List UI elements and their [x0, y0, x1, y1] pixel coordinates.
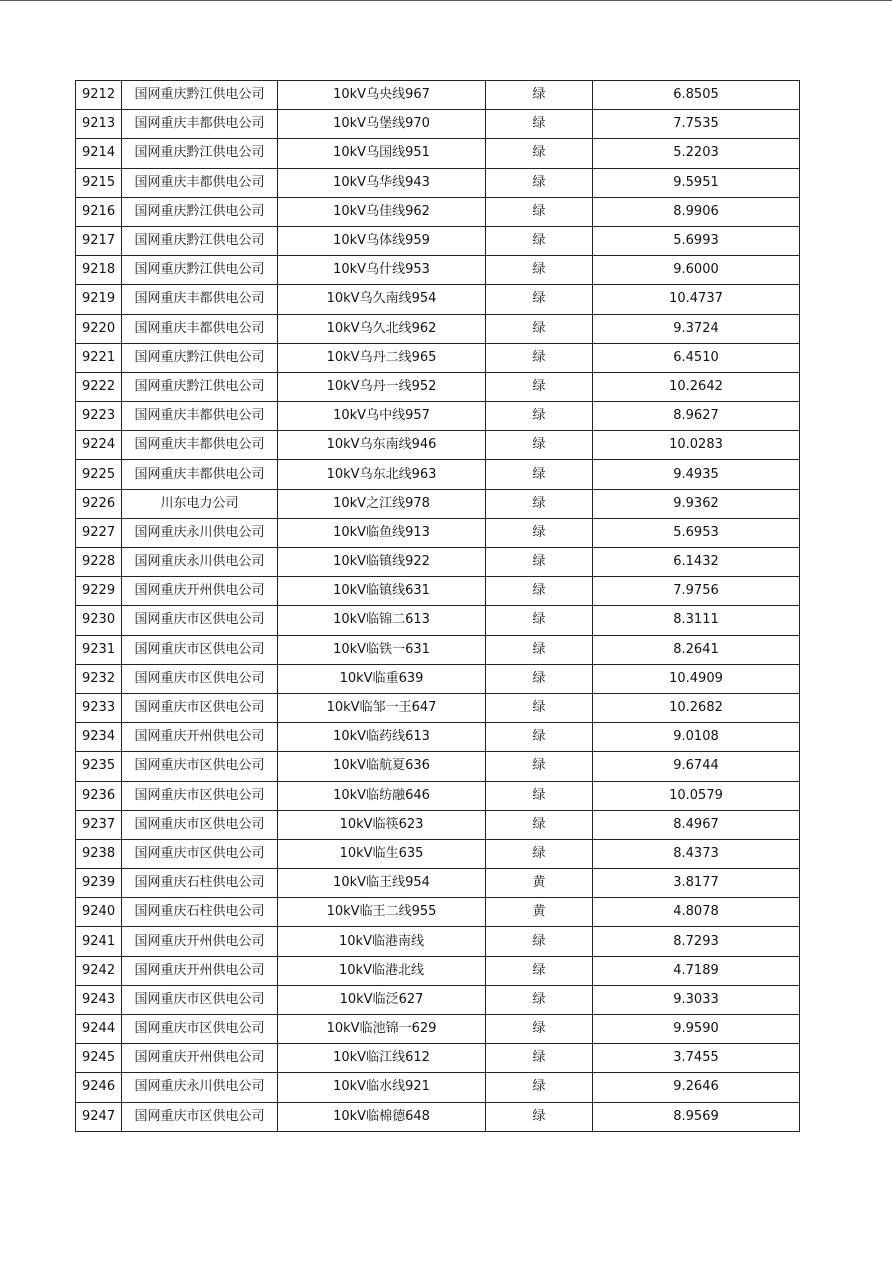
row-id-cell: 9226 [76, 489, 122, 518]
company-cell: 国网重庆市区供电公司 [122, 635, 278, 664]
line-name-cell: 10kV临鱼线913 [278, 518, 486, 547]
row-id-cell: 9240 [76, 898, 122, 927]
status-cell: 绿 [486, 110, 593, 139]
company-cell: 国网重庆市区供电公司 [122, 810, 278, 839]
line-name-cell: 10kV临江线612 [278, 1044, 486, 1073]
value-cell: 3.7455 [593, 1044, 800, 1073]
row-id-cell: 9218 [76, 256, 122, 285]
value-cell: 5.2203 [593, 139, 800, 168]
table-row [76, 781, 800, 810]
table-row [76, 256, 800, 285]
row-id-cell: 9247 [76, 1102, 122, 1131]
status-cell: 绿 [486, 343, 593, 372]
row-id-cell: 9239 [76, 869, 122, 898]
value-cell: 10.4737 [593, 285, 800, 314]
status-cell: 绿 [486, 314, 593, 343]
table-row [76, 956, 800, 985]
value-cell: 7.9756 [593, 577, 800, 606]
line-name-cell: 10kV临王二线955 [278, 898, 486, 927]
value-cell: 8.4373 [593, 839, 800, 868]
company-cell: 国网重庆永川供电公司 [122, 518, 278, 547]
company-cell: 国网重庆黔江供电公司 [122, 226, 278, 255]
line-name-cell: 10kV临镇线631 [278, 577, 486, 606]
company-cell: 国网重庆丰都供电公司 [122, 285, 278, 314]
row-id-cell: 9212 [76, 81, 122, 110]
status-cell: 黄 [486, 898, 593, 927]
value-cell: 9.3033 [593, 985, 800, 1014]
value-cell: 8.4967 [593, 810, 800, 839]
line-name-cell: 10kV临棉德648 [278, 1102, 486, 1131]
table-row [76, 402, 800, 431]
line-name-cell: 10kV临筷623 [278, 810, 486, 839]
value-cell: 9.9590 [593, 1015, 800, 1044]
company-cell: 川东电力公司 [122, 489, 278, 518]
line-name-cell: 10kV临水线921 [278, 1073, 486, 1102]
row-id-cell: 9246 [76, 1073, 122, 1102]
table-row [76, 81, 800, 110]
row-id-cell: 9213 [76, 110, 122, 139]
page-top-border [0, 0, 892, 1]
row-id-cell: 9215 [76, 168, 122, 197]
status-cell: 绿 [486, 1073, 593, 1102]
row-id-cell: 9244 [76, 1015, 122, 1044]
line-name-cell: 10kV临药线613 [278, 723, 486, 752]
status-cell: 绿 [486, 518, 593, 547]
table-row [76, 839, 800, 868]
table-row [76, 110, 800, 139]
line-name-cell: 10kV乌堡线970 [278, 110, 486, 139]
line-data-table [75, 80, 800, 1132]
company-cell: 国网重庆开州供电公司 [122, 577, 278, 606]
table-row [76, 285, 800, 314]
table-row [76, 431, 800, 460]
status-cell: 绿 [486, 197, 593, 226]
value-cell: 6.8505 [593, 81, 800, 110]
company-cell: 国网重庆永川供电公司 [122, 548, 278, 577]
company-cell: 国网重庆市区供电公司 [122, 985, 278, 1014]
table-row [76, 927, 800, 956]
line-name-cell: 10kV乌体线959 [278, 226, 486, 255]
status-cell: 绿 [486, 693, 593, 722]
company-cell: 国网重庆市区供电公司 [122, 664, 278, 693]
table-row [76, 372, 800, 401]
status-cell: 黄 [486, 869, 593, 898]
row-id-cell: 9245 [76, 1044, 122, 1073]
row-id-cell: 9238 [76, 839, 122, 868]
value-cell: 9.6744 [593, 752, 800, 781]
line-name-cell: 10kV乌丹一线952 [278, 372, 486, 401]
company-cell: 国网重庆黔江供电公司 [122, 81, 278, 110]
line-name-cell: 10kV临重639 [278, 664, 486, 693]
table-row [76, 489, 800, 518]
line-name-cell: 10kV临生635 [278, 839, 486, 868]
company-cell: 国网重庆黔江供电公司 [122, 139, 278, 168]
value-cell: 9.0108 [593, 723, 800, 752]
line-name-cell: 10kV乌佳线962 [278, 197, 486, 226]
status-cell: 绿 [486, 548, 593, 577]
row-id-cell: 9233 [76, 693, 122, 722]
status-cell: 绿 [486, 1015, 593, 1044]
company-cell: 国网重庆石柱供电公司 [122, 898, 278, 927]
line-name-cell: 10kV临锦二613 [278, 606, 486, 635]
value-cell: 4.8078 [593, 898, 800, 927]
value-cell: 10.2642 [593, 372, 800, 401]
table-row [76, 1073, 800, 1102]
value-cell: 10.0283 [593, 431, 800, 460]
row-id-cell: 9222 [76, 372, 122, 401]
row-id-cell: 9243 [76, 985, 122, 1014]
company-cell: 国网重庆开州供电公司 [122, 956, 278, 985]
table-row [76, 460, 800, 489]
status-cell: 绿 [486, 285, 593, 314]
company-cell: 国网重庆丰都供电公司 [122, 110, 278, 139]
table-row [76, 343, 800, 372]
table-row [76, 606, 800, 635]
table-row [76, 898, 800, 927]
row-id-cell: 9223 [76, 402, 122, 431]
table-row [76, 869, 800, 898]
value-cell: 8.9906 [593, 197, 800, 226]
value-cell: 10.2682 [593, 693, 800, 722]
table-row [76, 723, 800, 752]
status-cell: 绿 [486, 927, 593, 956]
company-cell: 国网重庆永川供电公司 [122, 1073, 278, 1102]
table-row [76, 577, 800, 606]
company-cell: 国网重庆丰都供电公司 [122, 402, 278, 431]
line-name-cell: 10kV临港南线 [278, 927, 486, 956]
company-cell: 国网重庆黔江供电公司 [122, 197, 278, 226]
table-row [76, 1102, 800, 1131]
status-cell: 绿 [486, 402, 593, 431]
company-cell: 国网重庆市区供电公司 [122, 1015, 278, 1044]
status-cell: 绿 [486, 577, 593, 606]
line-name-cell: 10kV临王线954 [278, 869, 486, 898]
company-cell: 国网重庆丰都供电公司 [122, 460, 278, 489]
line-name-cell: 10kV乌久南线954 [278, 285, 486, 314]
company-cell: 国网重庆黔江供电公司 [122, 256, 278, 285]
value-cell: 3.8177 [593, 869, 800, 898]
table-row [76, 664, 800, 693]
status-cell: 绿 [486, 139, 593, 168]
status-cell: 绿 [486, 81, 593, 110]
table-row [76, 197, 800, 226]
row-id-cell: 9217 [76, 226, 122, 255]
line-name-cell: 10kV乌丹二线965 [278, 343, 486, 372]
line-name-cell: 10kV乌东北线963 [278, 460, 486, 489]
value-cell: 9.9362 [593, 489, 800, 518]
status-cell: 绿 [486, 606, 593, 635]
table-row [76, 810, 800, 839]
line-name-cell: 10kV乌中线957 [278, 402, 486, 431]
company-cell: 国网重庆市区供电公司 [122, 752, 278, 781]
status-cell: 绿 [486, 256, 593, 285]
row-id-cell: 9231 [76, 635, 122, 664]
value-cell: 5.6953 [593, 518, 800, 547]
table-body [76, 81, 800, 1132]
status-cell: 绿 [486, 956, 593, 985]
company-cell: 国网重庆丰都供电公司 [122, 431, 278, 460]
line-name-cell: 10kV之江线978 [278, 489, 486, 518]
row-id-cell: 9241 [76, 927, 122, 956]
value-cell: 10.0579 [593, 781, 800, 810]
row-id-cell: 9229 [76, 577, 122, 606]
table-row [76, 314, 800, 343]
row-id-cell: 9232 [76, 664, 122, 693]
line-name-cell: 10kV临镇线922 [278, 548, 486, 577]
value-cell: 9.3724 [593, 314, 800, 343]
line-name-cell: 10kV乌久北线962 [278, 314, 486, 343]
status-cell: 绿 [486, 810, 593, 839]
company-cell: 国网重庆市区供电公司 [122, 839, 278, 868]
status-cell: 绿 [486, 1102, 593, 1131]
status-cell: 绿 [486, 723, 593, 752]
row-id-cell: 9230 [76, 606, 122, 635]
line-name-cell: 10kV临泛627 [278, 985, 486, 1014]
table-row [76, 752, 800, 781]
row-id-cell: 9225 [76, 460, 122, 489]
row-id-cell: 9219 [76, 285, 122, 314]
table-row [76, 226, 800, 255]
company-cell: 国网重庆市区供电公司 [122, 781, 278, 810]
value-cell: 4.7189 [593, 956, 800, 985]
row-id-cell: 9221 [76, 343, 122, 372]
company-cell: 国网重庆黔江供电公司 [122, 343, 278, 372]
value-cell: 9.5951 [593, 168, 800, 197]
value-cell: 8.9627 [593, 402, 800, 431]
row-id-cell: 9234 [76, 723, 122, 752]
line-name-cell: 10kV乌东南线946 [278, 431, 486, 460]
company-cell: 国网重庆石柱供电公司 [122, 869, 278, 898]
table-row [76, 1015, 800, 1044]
value-cell: 7.7535 [593, 110, 800, 139]
company-cell: 国网重庆黔江供电公司 [122, 372, 278, 401]
row-id-cell: 9227 [76, 518, 122, 547]
status-cell: 绿 [486, 168, 593, 197]
company-cell: 国网重庆开州供电公司 [122, 723, 278, 752]
line-name-cell: 10kV乌国线951 [278, 139, 486, 168]
value-cell: 8.2641 [593, 635, 800, 664]
line-name-cell: 10kV临铁一631 [278, 635, 486, 664]
row-id-cell: 9216 [76, 197, 122, 226]
value-cell: 6.1432 [593, 548, 800, 577]
value-cell: 9.6000 [593, 256, 800, 285]
table-row [76, 985, 800, 1014]
status-cell: 绿 [486, 489, 593, 518]
row-id-cell: 9237 [76, 810, 122, 839]
status-cell: 绿 [486, 1044, 593, 1073]
table-row [76, 1044, 800, 1073]
table-row [76, 693, 800, 722]
value-cell: 9.2646 [593, 1073, 800, 1102]
line-name-cell: 10kV临池锦一629 [278, 1015, 486, 1044]
table-row [76, 548, 800, 577]
row-id-cell: 9214 [76, 139, 122, 168]
company-cell: 国网重庆丰都供电公司 [122, 314, 278, 343]
status-cell: 绿 [486, 635, 593, 664]
company-cell: 国网重庆市区供电公司 [122, 693, 278, 722]
line-name-cell: 10kV临港北线 [278, 956, 486, 985]
line-name-cell: 10kV乌央线967 [278, 81, 486, 110]
status-cell: 绿 [486, 781, 593, 810]
value-cell: 6.4510 [593, 343, 800, 372]
status-cell: 绿 [486, 460, 593, 489]
company-cell: 国网重庆市区供电公司 [122, 606, 278, 635]
table-row [76, 168, 800, 197]
company-cell: 国网重庆开州供电公司 [122, 927, 278, 956]
value-cell: 5.6993 [593, 226, 800, 255]
status-cell: 绿 [486, 664, 593, 693]
value-cell: 8.3111 [593, 606, 800, 635]
value-cell: 8.9569 [593, 1102, 800, 1131]
row-id-cell: 9235 [76, 752, 122, 781]
row-id-cell: 9224 [76, 431, 122, 460]
row-id-cell: 9242 [76, 956, 122, 985]
company-cell: 国网重庆开州供电公司 [122, 1044, 278, 1073]
line-name-cell: 10kV乌什线953 [278, 256, 486, 285]
table-row [76, 635, 800, 664]
line-name-cell: 10kV临航夏636 [278, 752, 486, 781]
value-cell: 8.7293 [593, 927, 800, 956]
status-cell: 绿 [486, 839, 593, 868]
row-id-cell: 9220 [76, 314, 122, 343]
table-row [76, 518, 800, 547]
line-name-cell: 10kV临邹一王647 [278, 693, 486, 722]
status-cell: 绿 [486, 372, 593, 401]
status-cell: 绿 [486, 752, 593, 781]
table-row [76, 139, 800, 168]
row-id-cell: 9228 [76, 548, 122, 577]
value-cell: 9.4935 [593, 460, 800, 489]
status-cell: 绿 [486, 431, 593, 460]
line-name-cell: 10kV乌华线943 [278, 168, 486, 197]
status-cell: 绿 [486, 226, 593, 255]
company-cell: 国网重庆丰都供电公司 [122, 168, 278, 197]
company-cell: 国网重庆市区供电公司 [122, 1102, 278, 1131]
value-cell: 10.4909 [593, 664, 800, 693]
status-cell: 绿 [486, 985, 593, 1014]
row-id-cell: 9236 [76, 781, 122, 810]
line-name-cell: 10kV临纺融646 [278, 781, 486, 810]
